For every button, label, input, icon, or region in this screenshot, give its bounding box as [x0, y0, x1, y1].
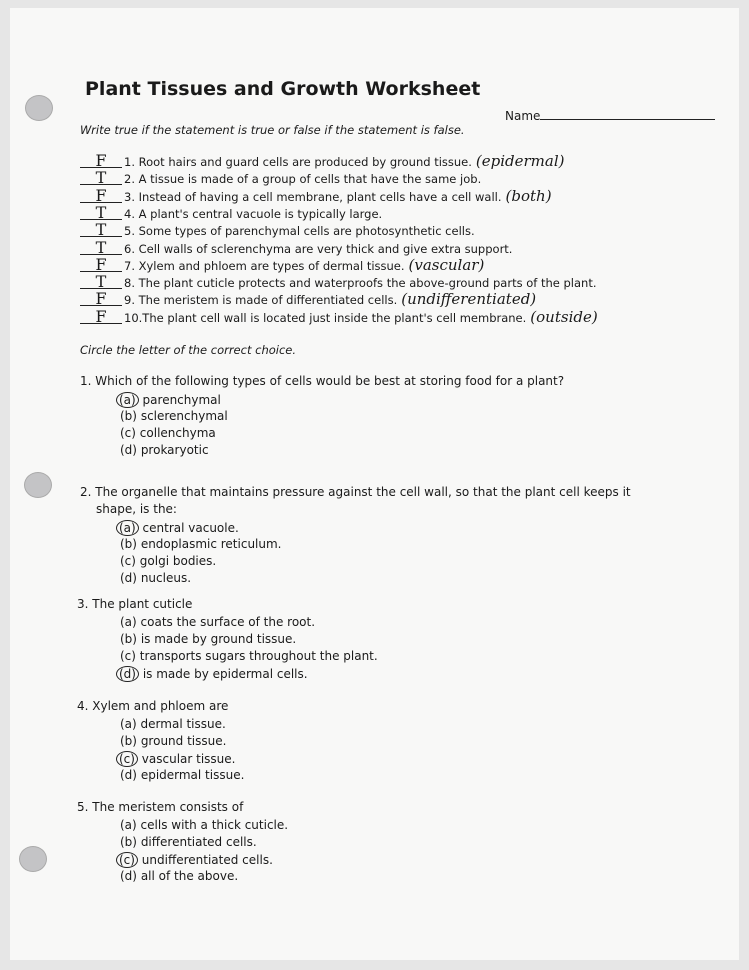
- tf-answer: T: [80, 241, 122, 255]
- answer-option: [120, 554, 216, 568]
- question-text: 5. The meristem consists of: [77, 800, 244, 814]
- tf-answer: T: [80, 223, 122, 237]
- tf-item: [80, 290, 536, 308]
- option-letter: (b): [120, 632, 137, 646]
- tf-statement: 3. Instead of having a cell membrane, plant cells have a cell wall.: [124, 189, 502, 204]
- option-text: dermal tissue.: [140, 717, 226, 731]
- tf-answer: T: [80, 171, 122, 185]
- mc-instructions: Circle the letter of the correct choice.: [80, 343, 297, 357]
- tf-correction: (both): [505, 186, 552, 205]
- option-letter: (b): [120, 734, 137, 748]
- tf-statement: 4. A plant's central vacuole is typically large.: [124, 206, 383, 221]
- option-text: ground tissue.: [140, 734, 227, 748]
- option-letter: (c): [116, 852, 138, 868]
- tf-correction: (outside): [530, 307, 598, 326]
- tf-answer: T: [80, 206, 122, 220]
- option-letter: (d): [120, 869, 137, 883]
- tf-statement: 1. Root hairs and guard cells are produced by ground tissue.: [124, 155, 472, 169]
- option-letter: (a): [120, 615, 137, 629]
- tf-answer: T: [80, 275, 122, 289]
- option-text: is made by ground tissue.: [140, 632, 297, 646]
- tf-answer: F: [80, 154, 122, 168]
- tf-statement: 8. The plant cuticle protects and waterproofs the above-ground parts of the plant.: [124, 276, 597, 291]
- option-text: differentiated cells.: [140, 835, 257, 849]
- name-line: [540, 107, 715, 120]
- option-text: sclerenchymal: [140, 409, 228, 423]
- tf-statement: 9. The meristem is made of differentiated cells.: [124, 293, 398, 308]
- answer-option: [120, 835, 257, 849]
- tf-item: [80, 273, 600, 291]
- option-letter: (c): [120, 426, 136, 440]
- tf-answer: F: [80, 310, 122, 324]
- option-text: transports sugars throughout the plant.: [139, 649, 378, 663]
- tf-item: [80, 169, 485, 187]
- tf-statement: 6. Cell walls of sclerenchyma are very thick and give extra support.: [124, 241, 513, 256]
- option-letter: (c): [120, 649, 136, 663]
- option-letter: (d): [120, 768, 137, 782]
- answer-option: [120, 852, 273, 868]
- tf-item: [80, 256, 484, 274]
- tf-item: [80, 204, 386, 222]
- answer-option: [120, 571, 191, 585]
- answer-option: [120, 869, 238, 883]
- option-letter: (d): [120, 571, 137, 585]
- question-text: 2. The organelle that maintains pressure against the cell wall, so that the plant cell keeps it: [80, 485, 631, 499]
- tf-correction: (undifferentiated): [401, 290, 537, 309]
- option-text: collenchyma: [139, 426, 216, 440]
- name-label: Name: [505, 109, 541, 123]
- option-text: prokaryotic: [140, 443, 209, 457]
- punch-hole: [24, 472, 52, 498]
- option-text: all of the above.: [140, 869, 239, 883]
- answer-option: [120, 632, 296, 646]
- option-letter: (a): [116, 520, 139, 536]
- answer-option: [120, 734, 226, 748]
- option-text: endoplasmic reticulum.: [140, 537, 282, 551]
- option-text: vascular tissue.: [141, 752, 236, 766]
- tf-item: [80, 187, 552, 205]
- option-letter: (a): [120, 717, 137, 731]
- option-letter: (d): [120, 443, 137, 457]
- answer-option: [120, 649, 378, 663]
- tf-item: [80, 152, 565, 170]
- tf-answer: F: [80, 189, 122, 203]
- option-text: parenchymal: [142, 393, 221, 407]
- tf-item: [80, 239, 516, 257]
- answer-option: [120, 426, 216, 440]
- option-letter: (a): [116, 392, 139, 408]
- tf-statement: 10.The plant cell wall is located just inside the plant's cell membrane.: [124, 310, 527, 325]
- option-text: cells with a thick cuticle.: [140, 818, 289, 832]
- answer-option: [120, 520, 239, 536]
- answer-option: [120, 818, 288, 832]
- answer-option: [120, 409, 228, 423]
- question-text-cont: shape, is the:: [96, 502, 177, 516]
- tf-statement: 5. Some types of parenchymal cells are photosynthetic cells.: [124, 224, 475, 239]
- option-letter: (d): [116, 666, 139, 682]
- page-title: Plant Tissues and Growth Worksheet: [85, 78, 481, 100]
- tf-correction: (vascular): [408, 255, 485, 274]
- option-text: nucleus.: [140, 571, 192, 585]
- option-letter: (b): [120, 537, 137, 551]
- tf-item: [80, 221, 479, 239]
- tf-item: [80, 308, 598, 326]
- option-letter: (c): [120, 554, 136, 568]
- answer-option: [120, 751, 236, 767]
- option-text: undifferentiated cells.: [141, 853, 273, 867]
- option-letter: (b): [120, 409, 137, 423]
- tf-statement: 2. A tissue is made of a group of cells that have the same job.: [124, 172, 482, 187]
- answer-option: [120, 392, 221, 408]
- answer-option: [120, 666, 308, 682]
- tf-answer: F: [80, 258, 122, 272]
- question-text: 4. Xylem and phloem are: [77, 699, 229, 713]
- answer-option: [120, 768, 244, 782]
- option-text: golgi bodies.: [139, 554, 217, 568]
- option-letter: (a): [120, 818, 137, 832]
- tf-instructions: Write true if the statement is true or false if the statement is false.: [80, 123, 465, 137]
- answer-option: [120, 443, 209, 457]
- punch-hole: [19, 846, 47, 872]
- answer-option: [120, 717, 226, 731]
- option-text: coats the surface of the root.: [140, 615, 316, 629]
- answer-option: [120, 537, 282, 551]
- punch-hole: [25, 95, 53, 121]
- option-letter: (c): [116, 751, 138, 767]
- question-text: 3. The plant cuticle: [77, 597, 193, 611]
- option-letter: (b): [120, 835, 137, 849]
- option-text: epidermal tissue.: [140, 768, 245, 782]
- question-text: 1. Which of the following types of cells would be best at storing food for a plant?: [80, 374, 565, 388]
- tf-answer: F: [80, 292, 122, 306]
- name-field: [505, 107, 715, 123]
- tf-statement: 7. Xylem and phloem are types of dermal tissue.: [124, 258, 405, 273]
- answer-option: [120, 615, 315, 629]
- tf-correction: (epidermal): [475, 152, 565, 170]
- option-text: is made by epidermal cells.: [142, 667, 308, 681]
- option-text: central vacuole.: [142, 521, 239, 535]
